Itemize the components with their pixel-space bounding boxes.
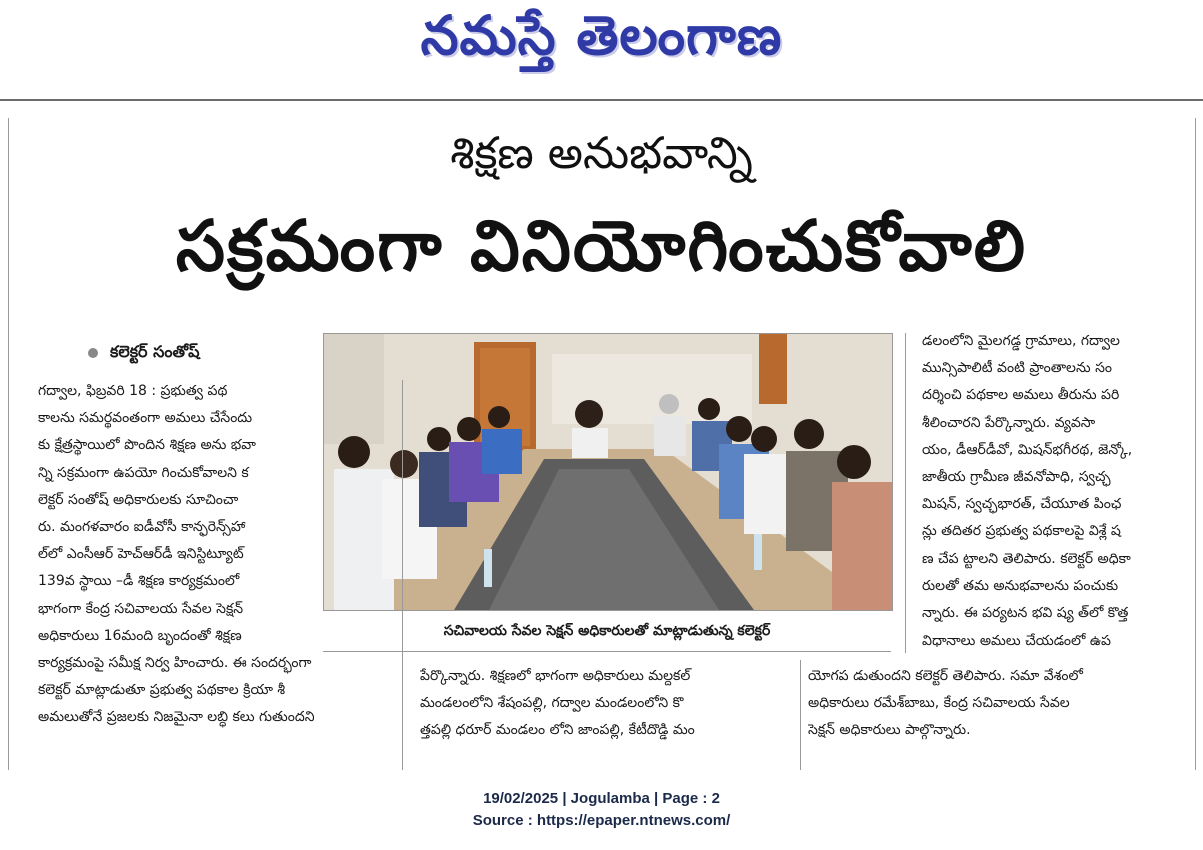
byline [88, 342, 199, 365]
article-column-bottom-right: యోగప డుతుందని కలెక్టర్ తెలిపారు. సమా వేశంలో అధికారులు రమేశ్‌బాబు, కేంద్ర సచివాలయ సేవల సెక్షన్ అధికారులు పాల్గొన్నారు. [808, 668, 1083, 739]
newspaper-logo: నమస్తే తెలంగాణ [420, 4, 783, 67]
footer-source-line: Source : https://epaper.ntnews.com/ [472, 812, 731, 829]
photo-caption: సచివాలయ సేవల సెక్షన్ అధికారులతో మాట్లాడుతున్న కలెక్టర్ [323, 611, 891, 652]
article-photo [323, 333, 893, 611]
footer-date-line: 19/02/2025 | Jogulamba | Page : 2 [483, 790, 720, 807]
article-kicker: శిక్షణ అనుభవాన్ని [450, 128, 753, 179]
article-column-bottom-middle: పేర్కొన్నారు. శిక్షణలో భాగంగా అధికారులు మల్దకల్ మండలంలోని శేషంపల్లి, గద్వాల మండలంలోని కొ త్తపల్లి ధరూర్ మండలం లోని జాంపల్లి, కేటీదొడ్డి మం [420, 668, 695, 739]
masthead [0, 0, 1203, 95]
article-column-left: గద్వాల, ఫిబ్రవరి 18 : ప్రభుత్వ పథ కాలను సమర్థవంతంగా అమలు చేసేందు కు క్షేత్రస్థాయిలో పొందిన శిక్షణ అను భవా న్ని సక్రమంగా ఉపయో గించుకోవాలని క లెక్టర్ సంతోష్ అధికారులకు సూచించా రు. మంగళవారం ఐడీవోసీ కాన్ఫరెన్స్‌హా ల్‌లో ఎంసీఆర్ హెచ్‌ఆర్‌డీ ఇనిస్టిట్యూట్ 139వ స్థాయి –డీ శిక్షణ కార్యక్రమంలో భాగంగా కేంద్ర సచివాలయ సేవల సెక్షన్ అధికారులు 16మంది బృందంతో శిక్షణ కార్యక్రమంపై సమీక్ష నిర్వ హించారు. ఈ సందర్భంగా కలెక్టర్ మాట్లాడుతూ ప్రభుత్వ పథకాల క్రియా శీ అమలుతోనే ప్రజలకు నిజమైనా లబ్ధి కలు గుతుందని [38, 383, 315, 726]
meeting-photo-illustration [324, 334, 892, 610]
article-column-right-tail: విధానాలు అమలు చేయడంలో ఉప [922, 633, 1111, 649]
article-column-right: డలంలోని మైలగడ్డ గ్రామాలు, గద్వాల మున్సిపాలిటీ వంటి ప్రాంతాలను సం దర్శించి పథకాల అమలు తీరును పరి శీలించారని పేర్కొన్నారు. వ్యవసా యం, డీఆర్‌డీవో, మిషన్‌భగీరథ, జెన్కో, జాతీయ గ్రామీణ జీవనోపాధి, స్వచ్ఛ మిషన్, స్వచ్ఛభారత్, చేయూత పింఛ న్లు తదితర ప్రభుత్వ పథకాలపై విశ్లే ష ణ చేప ట్టాలని తెలిపారు. కలెక్టర్ అధికా రులతో తమ అనుభవాలను పంచుకు న్నారు. ఈ పర్యటన భవి ష్య త్‌లో కొత్త [922, 333, 1133, 622]
column-divider [402, 380, 403, 770]
bullet-icon [88, 348, 98, 358]
column-divider [905, 333, 906, 653]
column-divider [800, 660, 801, 770]
masthead-divider [0, 99, 1203, 101]
byline-text: కలెక్టర్ సంతోష్ [110, 342, 200, 361]
article-headline: సక్రమంగా వినియోగించుకోవాలి [175, 205, 1028, 287]
